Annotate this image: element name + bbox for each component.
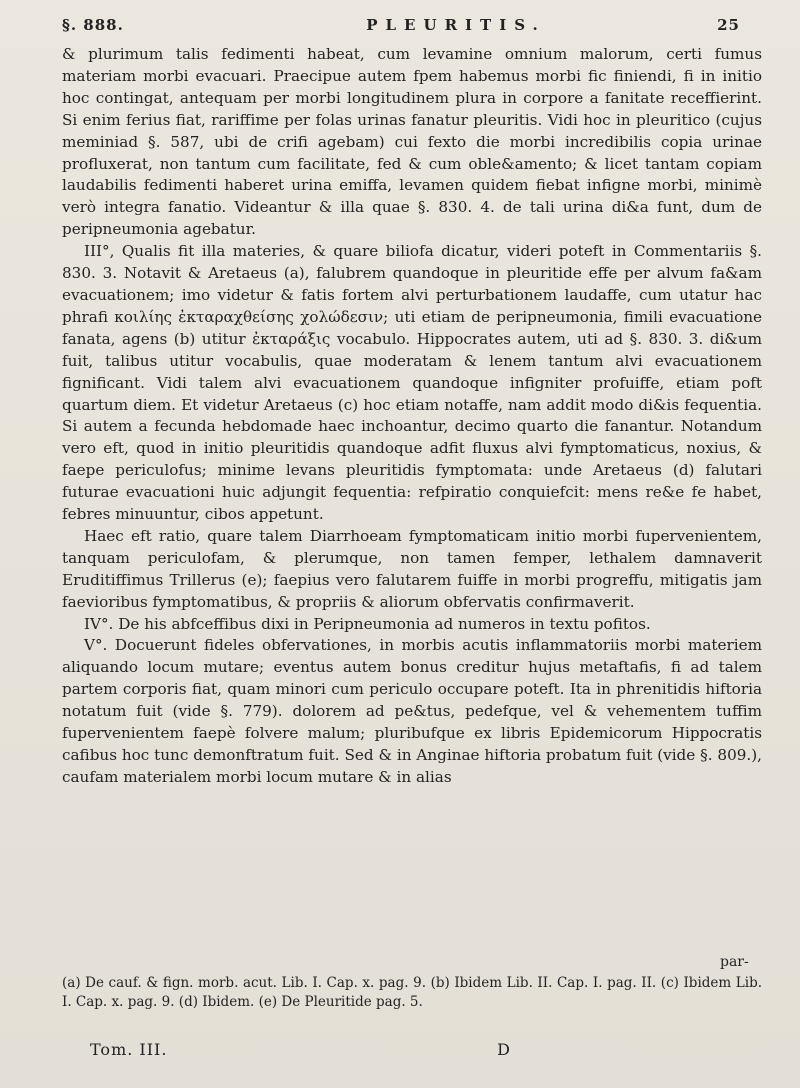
page-number: 25 xyxy=(717,16,740,34)
page-header xyxy=(62,16,740,44)
volume-label: Tom. III. xyxy=(90,1040,168,1059)
running-title: PLEURITIS. xyxy=(366,16,546,34)
paragraph-4: IV°. De his abfceffibus dixi in Peripneumonia ad numeros in textu pofitos. xyxy=(84,614,651,633)
paragraph-5: V°. Docuerunt fideles obfervationes, in morbis acutis inflammatoriis morbi materiem aliquando locum mutare; eventus autem bonus creditur hujus metaftafis, fi ad talem partem corporis fiat, quam minori cum periculo occupare poteft. Ita in phrenitidis hiftoria notatum fuit (vide §. 779). dolorem ad pe&tus, pedefque, vel & vehementem tuffim fupervenientem faepè folvere malum; pluribufque ex libris Epidemicorum Hippocratis cafibus hoc tunc demonftratum fuit. Sed & in Anginae hiftoria probatum fuit (vide §. 809.), caufam materialem morbi locum mutare & in alias xyxy=(62,636,762,786)
paragraph-1: & plurimum talis fedimenti habeat, cum levamine omnium malorum, certi fumus materiam morbi evacuari. Praecipue autem fpem habemus morbi fic finiendi, fi in initio hoc contingat, antequam per morbi longitudinem plura in corpore a fanitate receffierint. Si enim ferius fiat, rariffime per folas urinas fanatur pleuritis. Vidi hoc in pleuritico (cujus meminiad §. 587, ubi de crifi agebam) cui fexto die morbi incredibilis copia urinae profluxerat, non tantum cum facilitate, fed & cum oble&amento; & licet tantam copiam laudabilis fedimenti haberet urina emiffa, levamen quidem fiebat infigne morbi, minimè verò integra fanatio. Videantur & illa quae §. 830. 4. de tali urina di&a funt, dum de peripneumonia agebatur. xyxy=(62,45,762,239)
paragraph-2: III°, Qualis fit illa materies, & quare biliofa dicatur, videri poteft in Commentariis §. 830. 3. Notavit & Aretaeus (a), falubrem quandoque in pleuritide effe per alvum fa&am evacuationem; imo videtur & fatis fortem alvi perturbationem laudaffe, cum utatur hac phrafi κοιλίης ἐκταραχθείσης χολώδεσιν; uti etiam de peripneumonia, fimili evacuatione fanata, agens (b) utitur ἐκταράξις vocabulo. Hippocrates autem, uti ad §. 830. 3. di&um fuit, talibus utitur vocabulis, quae moderatam & lenem tantum alvi evacuationem fignificant. Vidi talem alvi evacuationem quandoque infigniter profuiffe, etiam poft quartum diem. Et videtur Aretaeus (c) hoc etiam notaffe, nam addit modo di&is fequentia. Si autem a fecunda hebdomade haec inchoantur, decimo quarto die fanantur. Notandum vero eft, quod in initio pleuritidis quandoque adfit fluxus alvi fymptomaticus, noxius, & faepe periculofus; minime levans pleuritidis fymptomata: unde Aretaeus (d) falutari futurae evacuationi huic adjungit fequentia: refpiratio conquiefcit: mens re&e fe habet, febres minuuntur, cibos appetunt. xyxy=(62,242,762,524)
paragraph-3: Haec eft ratio, quare talem Diarrhoeam fymptomaticam initio morbi fupervenientem, tanquam periculofam, & plerumque, non tamen femper, lethalem damnaverit Eruditiffimus Trillerus (e); faepius vero falutarem fuiffe in morbi progreffu, mitigatis jam faevioribus fymptomatibus, & propriis & aliorum obfervatis confirmaverit. xyxy=(62,526,762,611)
catchword: par- xyxy=(720,954,749,970)
main-text xyxy=(62,44,762,789)
signature-line xyxy=(90,1040,730,1059)
section-number: §. 888. xyxy=(62,16,124,34)
footnotes xyxy=(62,974,762,1012)
footnote-block: (a) De cauf. & fign. morb. acut. Lib. I. Cap. x. pag. 9. (b) Ibidem Lib. II. Cap. I. pag. II. (c) Ibidem Lib. I. Cap. x. pag. 9. (d) Ibidem. (e) De Pleuritide pag. 5. xyxy=(62,975,762,1010)
signature-mark: D xyxy=(497,1040,510,1059)
